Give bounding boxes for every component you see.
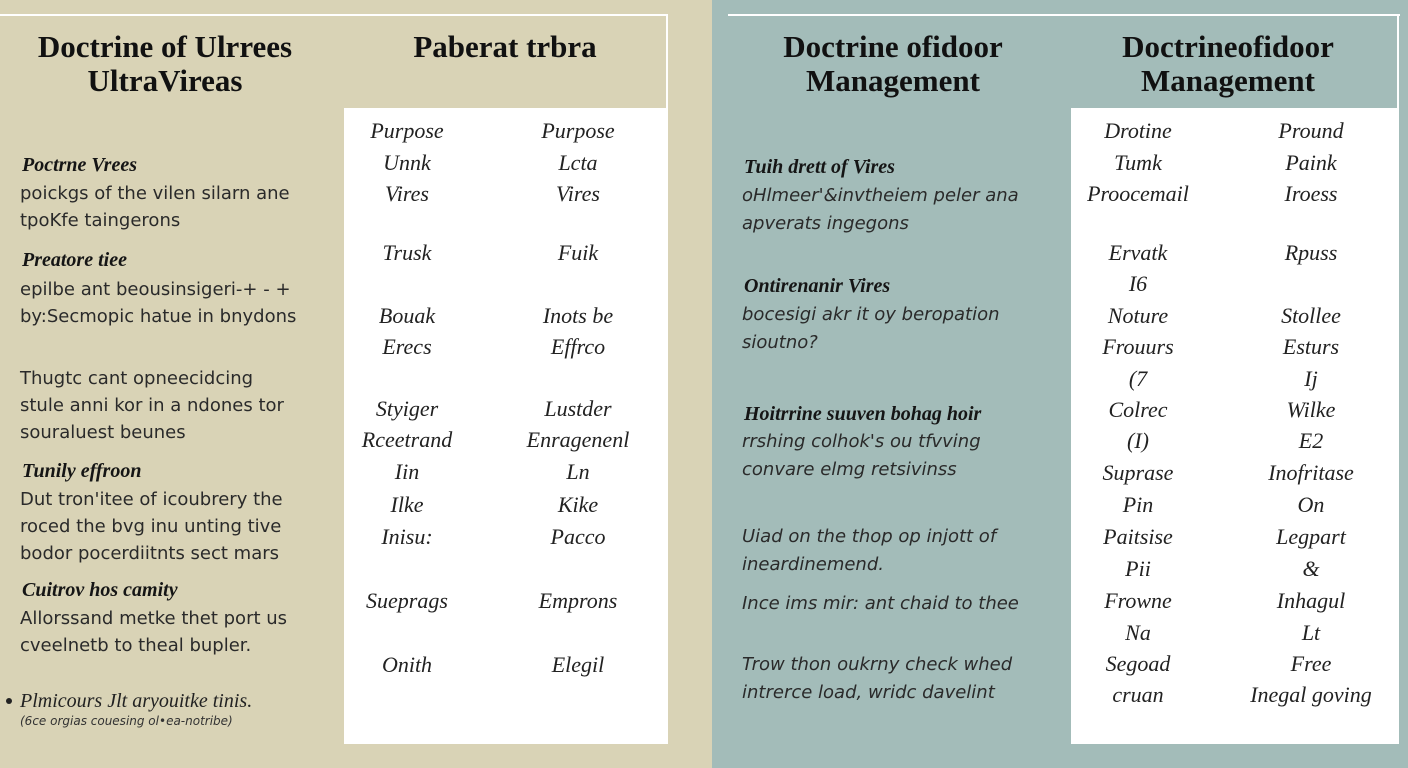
side-rule-right (1397, 14, 1399, 108)
table-cell: Inhagul (1276, 588, 1346, 613)
table-cell: Tumk (1114, 150, 1162, 175)
table-cell: Suprase (1102, 460, 1174, 485)
top-rule-left (0, 14, 668, 16)
table-cell: Purpose (370, 118, 444, 143)
right-table-title: Doctrineofidoor Management (1122, 29, 1334, 98)
right-item-text: oHlmeer'&invtheiem peler ana apverats ingegons (742, 185, 1019, 234)
right-item-text: Trow thon oukrny check whed intrerce load, wridc davelint (742, 654, 1013, 703)
table-cell: Vires (385, 181, 429, 206)
left-item-text: Thugtc cant opneecidcing stule anni kor in a ndones tor souraluest beunes (20, 368, 284, 443)
table-cell: Effrco (550, 334, 606, 359)
table-cell: Inegal goving (1250, 682, 1372, 707)
table-cell: Enragenenl (526, 427, 630, 452)
table-cell: Rpuss (1284, 240, 1338, 265)
table-cell: Na (1125, 620, 1151, 645)
table-cell: E2 (1298, 428, 1324, 453)
table-cell: Pround (1278, 118, 1344, 143)
table-cell: Legpart (1276, 524, 1346, 549)
right-item-text: rrshing colhok's ou tfvving convare elmg retsivinss (742, 431, 981, 480)
right-item-text: Uiad on the thop op injott of ineardinemend. (742, 526, 997, 575)
table-cell: Vires (556, 181, 600, 206)
table-cell: Lustder (544, 396, 612, 421)
right-item-heading: Ontirenanir Vires (744, 275, 891, 297)
table-cell: Onith (381, 652, 433, 677)
table-cell: Trusk (382, 240, 432, 265)
table-cell: Bouak (378, 303, 436, 328)
table-cell: Inisu: (381, 524, 433, 549)
table-cell: Segoad (1105, 651, 1171, 676)
table-cell: Unnk (383, 150, 431, 175)
table-cell: Esturs (1282, 334, 1340, 359)
table-cell: I6 (1128, 271, 1148, 296)
table-cell: Erecs (382, 334, 432, 359)
table-cell: cruan (1112, 682, 1164, 707)
left-item-text: Allorssand metke thet port us cveelnetb to theal bupler. (20, 608, 288, 656)
table-cell: Pii (1125, 556, 1151, 581)
table-cell: Paitsise (1103, 524, 1173, 549)
right-item-text: bocesigi akr it oy beropation sioutno? (742, 304, 1000, 353)
table-cell: Inots be (542, 303, 614, 328)
table-cell: Colrec (1108, 397, 1168, 422)
left-item-text: epilbe ant beousinsigeri-+ - + by:Secmopic hatue in bnydons (20, 279, 297, 327)
right-item-heading: Tuih drett of Vires (744, 156, 895, 178)
table-cell: Stollee (1281, 303, 1341, 328)
table-cell: Iroess (1284, 181, 1338, 206)
table-cell: Free (1290, 651, 1332, 676)
table-cell: Frouurs (1102, 334, 1174, 359)
left-item-heading: Cuitrov hos camity (22, 579, 178, 601)
left-item-heading: Tunily effroon (22, 460, 142, 482)
table-cell: (I) (1127, 428, 1149, 453)
table-cell: (7 (1128, 366, 1148, 391)
side-rule-left (666, 14, 668, 108)
right-title: Doctrine ofidoor Management (783, 29, 1003, 98)
table-cell: Lcta (558, 150, 598, 175)
table-cell: Styiger (375, 396, 439, 421)
table-cell: Ij (1304, 366, 1318, 391)
bullet-dot (6, 698, 12, 704)
table-cell: Ervatk (1108, 240, 1168, 265)
table-cell: On (1297, 492, 1325, 517)
right-item-text: Ince ims mir: ant chaid to thee (742, 593, 1019, 614)
table-cell: Drotine (1104, 118, 1172, 143)
table-cell: Ln (566, 459, 590, 484)
table-cell: & (1302, 556, 1320, 581)
left-item-heading: Preatore tiee (22, 249, 127, 271)
left-bullet-note: Plmicours Jlt aryouitke tinis. (20, 690, 253, 712)
left-footnote: (6ce orgias couesing ol•ea-notribe) (20, 714, 233, 728)
left-table-title: Paberat trbra (413, 29, 597, 64)
left-item-text: Dut tron'itee of icoubrery the roced the bvg inu unting tive bodor pocerdiitnts sect mars (20, 489, 283, 564)
table-cell: Rceetrand (361, 427, 453, 452)
table-cell: Purpose (541, 118, 615, 143)
table-cell: Kike (557, 492, 599, 517)
table-cell: Pacco (550, 524, 606, 549)
left-title: Doctrine of Ulrrees UltraVireas (37, 29, 293, 98)
table-cell: Iin (394, 459, 420, 484)
table-cell: Paink (1285, 150, 1337, 175)
top-rule-right (728, 14, 1400, 16)
right-item-heading: Hoitrrine suuven bohag hoir (744, 403, 982, 425)
table-cell: Proocemail (1087, 181, 1189, 206)
left-item-text: poickgs of the vilen silarn ane tpoKfe taingerons (20, 183, 290, 231)
table-cell: Frowne (1104, 588, 1172, 613)
table-cell: Emprons (538, 588, 618, 613)
left-item-heading: Poctrne Vrees (22, 154, 137, 176)
table-cell: Lt (1301, 620, 1321, 645)
table-cell: Wilke (1286, 397, 1336, 422)
table-cell: Inofritase (1268, 460, 1354, 485)
table-cell: Fuik (557, 240, 599, 265)
table-cell: Sueprags (366, 588, 448, 613)
table-cell: Noture (1107, 303, 1169, 328)
table-cell: Pin (1122, 492, 1154, 517)
table-cell: Elegil (551, 652, 605, 677)
table-cell: Ilke (390, 492, 424, 517)
